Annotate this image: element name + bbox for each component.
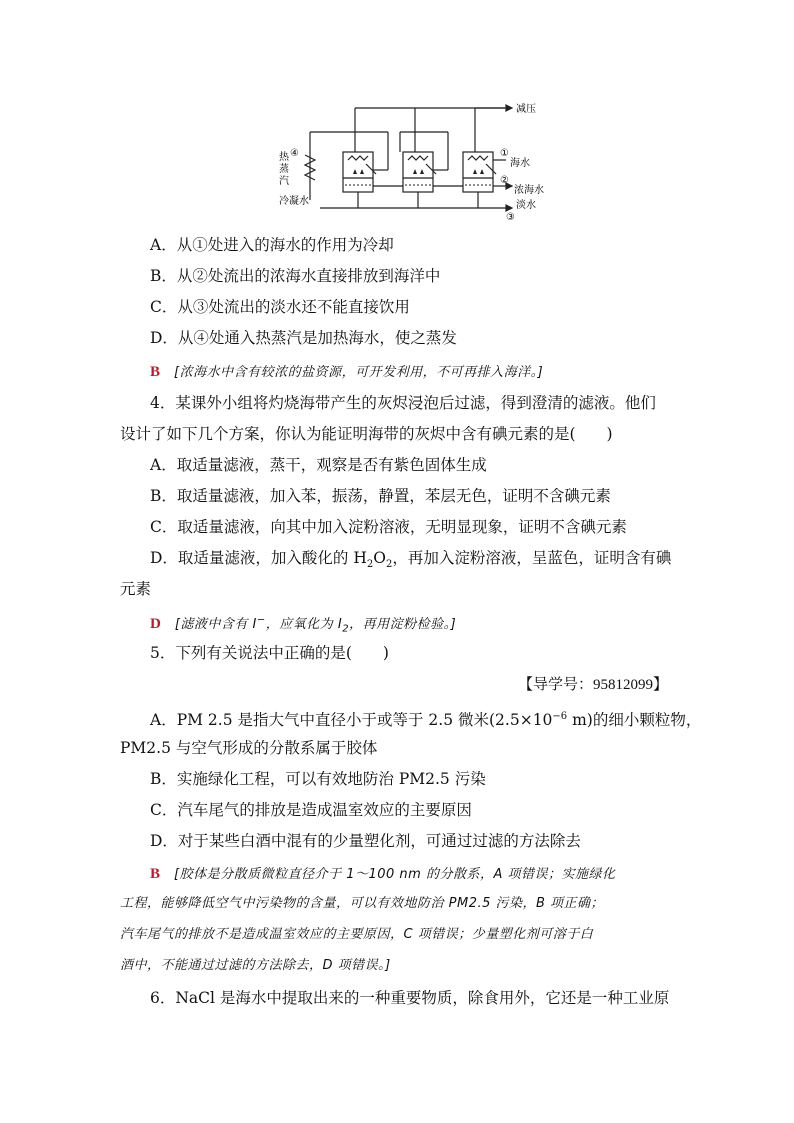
q3-option-d: D．从④处通入热蒸汽是加热海水，使之蒸发 [150, 329, 457, 347]
q5-option-b: B．实施绿化工程，可以有效地防治 PM2.5 污染 [150, 770, 486, 788]
q5-option-a-sup: −6 [552, 711, 568, 722]
q4-option-d-post: ，再加入淀粉溶液，呈蓝色，证明含有碘 [392, 549, 672, 567]
q4-option-d-sub2: 2 [385, 559, 393, 571]
q4-explain-post: ，再用淀粉检验。] [349, 617, 457, 633]
label-jianya: 减压 [516, 104, 536, 115]
q4-option-d-sub1: 2 [366, 559, 374, 571]
q4-option-d-mid: O [373, 549, 386, 567]
q3-option-b: B．从②处流出的浓海水直接排放到海洋中 [150, 267, 441, 285]
q5-option-c: C．汽车尾气的排放是造成温室效应的主要原因 [150, 801, 472, 819]
q4-stem-line1: 4．某课外小组将灼烧海带产生的灰烬浸泡后过滤，得到澄清的滤液。他们 [150, 394, 656, 412]
q4-explain-sup: − [256, 615, 266, 626]
q4-option-a: A．取适量滤液，蒸干，观察是否有紫色固体生成 [150, 456, 487, 474]
q3-answer [150, 360, 543, 384]
q4-explain-sub: 2 [342, 623, 350, 635]
label-circle2: ② [500, 175, 509, 186]
label-haishui: 海水 [510, 158, 530, 169]
q4-option-c: C．取适量滤液，向其中加入淀粉溶液，无明显现象，证明不含碘元素 [150, 518, 627, 536]
distillation-diagram [270, 100, 560, 225]
q3-option-c: C．从③处流出的淡水还不能直接饮用 [150, 298, 410, 316]
label-circle3: ③ [506, 212, 515, 223]
label-danshui: 淡水 [516, 200, 536, 211]
q6-stem: 6．NaCl 是海水中提取出来的一种重要物质，除食用外，它还是一种工业原 [150, 989, 670, 1007]
q5-stem: 5．下列有关说法中正确的是( ) [150, 644, 389, 662]
label-lengningshui: 冷凝水 [279, 196, 309, 207]
q4-option-d [150, 547, 671, 576]
q4-option-d-pre: D．取适量滤液，加入酸化的 H [150, 549, 367, 567]
q4-option-d-cont: 元素 [120, 580, 152, 598]
q4-explain-mid: ，应氧化为 I [265, 617, 343, 633]
q4-explanation [174, 615, 457, 635]
q5-explanation-line3: 汽车尾气的排放不是造成温室效应的主要原因，C 项错误；少量塑化剂可溶于白 [120, 927, 594, 942]
q5-explanation-line4: 酒中，不能通过过滤的方法除去，D 项错误。] [120, 958, 391, 973]
q5-answer-letter: B [150, 866, 161, 882]
q3-answer-letter: B [150, 364, 161, 380]
q5-option-a-line1 [150, 706, 701, 731]
label-circle1: ① [500, 148, 509, 159]
q5-explanation-line2: 工程，能够降低空气中污染物的含量，可以有效地防治 PM2.5 污染，B 项正确； [120, 896, 605, 911]
q5-option-d: D．对于某些白酒中混有的少量塑化剂，可通过过滤的方法除去 [150, 832, 581, 850]
q4-option-b: B．取适量滤液，加入苯，振荡，静置，苯层无色，证明不含碘元素 [150, 487, 611, 505]
label-qi: 汽 [279, 176, 289, 187]
q4-answer-letter: D [150, 616, 161, 633]
q5-explanation-line1: [胶体是分散质微粒直径介于 1～100 nm 的分散系，A 项错误；实施绿化 [174, 867, 616, 882]
label-circle4: ④ [290, 148, 299, 159]
label-zheng: 蒸 [279, 164, 289, 175]
q5-option-a-post: m)的细小颗粒物， [567, 711, 702, 730]
label-re: 热 [279, 152, 289, 163]
q3-explanation: [浓海水中含有较浓的盐资源，可开发利用，不可再排入海洋。] [174, 365, 544, 380]
q5-answer [150, 862, 616, 886]
q5-option-a-line2: PM2.5 与空气形成的分散系属于胶体 [120, 739, 378, 757]
q5-reference-number: 【导学号：95812099】 [517, 677, 668, 693]
q4-answer [150, 610, 456, 641]
label-nonghaishui: 浓海水 [514, 185, 544, 196]
q3-option-a: A．从①处进入的海水的作用为冷却 [150, 236, 394, 254]
q4-explain-pre: [滤液中含有 I [174, 617, 257, 633]
q5-option-a-pre: A．PM 2.5 是指大气中直径小于或等于 2.5 微米(2.5×10 [150, 711, 553, 730]
q4-stem-line2: 设计了如下几个方案，你认为能证明海带的灰烬中含有碘元素的是( ) [120, 425, 613, 443]
